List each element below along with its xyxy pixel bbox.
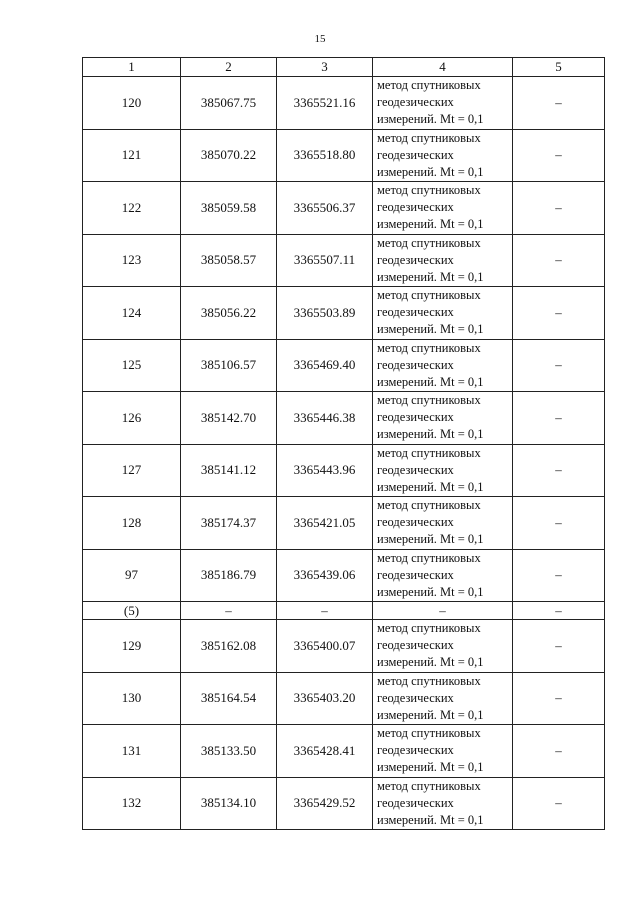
table-row xyxy=(83,620,605,673)
method-text-line: метод спутниковых xyxy=(377,726,481,741)
table-header-row xyxy=(83,58,605,77)
note-cell: – xyxy=(513,182,605,235)
table-row xyxy=(83,777,605,830)
method-text-line: метод спутниковых xyxy=(377,393,481,408)
method-text-line: метод спутниковых xyxy=(377,235,481,250)
note-cell: – xyxy=(513,287,605,340)
note-cell: – xyxy=(513,672,605,725)
note-cell: – xyxy=(513,777,605,830)
y-coordinate-cell: 3365469.40 xyxy=(277,339,373,392)
note-cell: – xyxy=(513,620,605,673)
method-cell xyxy=(373,444,513,497)
header-col-1: 1 xyxy=(83,58,181,77)
method-text-line: метод спутниковых xyxy=(377,445,481,460)
method-text-line: геодезических xyxy=(377,638,454,653)
method-text-line: геодезических xyxy=(377,95,454,110)
table-row xyxy=(83,392,605,445)
point-number-cell: 125 xyxy=(83,339,181,392)
x-coordinate-cell: 385164.54 xyxy=(181,672,277,725)
table-separator-row xyxy=(83,602,605,620)
method-cell xyxy=(373,549,513,602)
method-text-line: метод спутниковых xyxy=(377,778,481,793)
method-text-line: измерений. Mt = 0,1 xyxy=(377,322,484,337)
y-coordinate-cell: 3365506.37 xyxy=(277,182,373,235)
x-coordinate-cell: 385134.10 xyxy=(181,777,277,830)
note-cell: – xyxy=(513,725,605,778)
method-text-line: измерений. Mt = 0,1 xyxy=(377,584,484,599)
y-coordinate-cell: 3365521.16 xyxy=(277,77,373,130)
y-coordinate-cell: 3365428.41 xyxy=(277,725,373,778)
method-text-line: измерений. Mt = 0,1 xyxy=(377,217,484,232)
method-text-line: геодезических xyxy=(377,252,454,267)
note-cell: – xyxy=(513,77,605,130)
method-text-line: метод спутниковых xyxy=(377,550,481,565)
x-coordinate-cell: 385141.12 xyxy=(181,444,277,497)
method-cell xyxy=(373,672,513,725)
x-coordinate-cell: 385070.22 xyxy=(181,129,277,182)
point-number-cell: 129 xyxy=(83,620,181,673)
table-row xyxy=(83,497,605,550)
note-cell: – xyxy=(513,339,605,392)
note-cell: – xyxy=(513,602,605,620)
point-number-cell: 128 xyxy=(83,497,181,550)
y-coordinate-cell: 3365446.38 xyxy=(277,392,373,445)
point-number-cell: 127 xyxy=(83,444,181,497)
table-row xyxy=(83,444,605,497)
method-text-line: измерений. Mt = 0,1 xyxy=(377,655,484,670)
point-number-cell: 126 xyxy=(83,392,181,445)
table-row xyxy=(83,725,605,778)
y-coordinate-cell: 3365400.07 xyxy=(277,620,373,673)
method-text-line: метод спутниковых xyxy=(377,78,481,93)
method-text-line: геодезических xyxy=(377,200,454,215)
y-coordinate-cell: – xyxy=(277,602,373,620)
table-row xyxy=(83,339,605,392)
method-text-line: метод спутниковых xyxy=(377,183,481,198)
x-coordinate-cell: 385106.57 xyxy=(181,339,277,392)
note-cell: – xyxy=(513,129,605,182)
x-coordinate-cell: 385056.22 xyxy=(181,287,277,340)
note-cell: – xyxy=(513,497,605,550)
header-col-3: 3 xyxy=(277,58,373,77)
method-text-line: измерений. Mt = 0,1 xyxy=(377,760,484,775)
table-row xyxy=(83,129,605,182)
method-text-line: измерений. Mt = 0,1 xyxy=(377,707,484,722)
y-coordinate-cell: 3365503.89 xyxy=(277,287,373,340)
method-text-line: измерений. Mt = 0,1 xyxy=(377,269,484,284)
note-cell: – xyxy=(513,234,605,287)
method-text-line: геодезических xyxy=(377,462,454,477)
y-coordinate-cell: 3365443.96 xyxy=(277,444,373,497)
method-text-line: геодезических xyxy=(377,567,454,582)
table-row xyxy=(83,77,605,130)
method-text-line: геодезических xyxy=(377,305,454,320)
method-cell xyxy=(373,725,513,778)
y-coordinate-cell: 3365507.11 xyxy=(277,234,373,287)
header-col-2: 2 xyxy=(181,58,277,77)
table-row xyxy=(83,672,605,725)
x-coordinate-cell: – xyxy=(181,602,277,620)
method-text-line: метод спутниковых xyxy=(377,340,481,355)
method-text-line: измерений. Mt = 0,1 xyxy=(377,164,484,179)
method-cell xyxy=(373,497,513,550)
method-text-line: измерений. Mt = 0,1 xyxy=(377,479,484,494)
x-coordinate-cell: 385067.75 xyxy=(181,77,277,130)
method-text-line: метод спутниковых xyxy=(377,130,481,145)
note-cell: – xyxy=(513,444,605,497)
method-cell xyxy=(373,620,513,673)
method-cell xyxy=(373,129,513,182)
y-coordinate-cell: 3365421.05 xyxy=(277,497,373,550)
method-cell xyxy=(373,287,513,340)
point-number-cell: 132 xyxy=(83,777,181,830)
method-cell xyxy=(373,392,513,445)
note-cell: – xyxy=(513,392,605,445)
note-cell: – xyxy=(513,549,605,602)
method-text-line: геодезических xyxy=(377,410,454,425)
point-number-cell: 131 xyxy=(83,725,181,778)
method-text-line: метод спутниковых xyxy=(377,673,481,688)
method-text-line: метод спутниковых xyxy=(377,288,481,303)
point-number-cell: 120 xyxy=(83,77,181,130)
method-cell xyxy=(373,182,513,235)
point-number-cell: 123 xyxy=(83,234,181,287)
coordinates-table xyxy=(82,57,605,830)
method-cell xyxy=(373,234,513,287)
point-number-cell: 121 xyxy=(83,129,181,182)
table-row xyxy=(83,287,605,340)
point-number-cell: 130 xyxy=(83,672,181,725)
method-text-line: геодезических xyxy=(377,690,454,705)
method-text-line: геодезических xyxy=(377,515,454,530)
y-coordinate-cell: 3365403.20 xyxy=(277,672,373,725)
x-coordinate-cell: 385186.79 xyxy=(181,549,277,602)
x-coordinate-cell: 385058.57 xyxy=(181,234,277,287)
method-cell xyxy=(373,777,513,830)
point-number-cell: 97 xyxy=(83,549,181,602)
method-cell: – xyxy=(373,602,513,620)
point-number-cell: 124 xyxy=(83,287,181,340)
x-coordinate-cell: 385133.50 xyxy=(181,725,277,778)
page-number: 15 xyxy=(314,33,326,45)
y-coordinate-cell: 3365439.06 xyxy=(277,549,373,602)
x-coordinate-cell: 385162.08 xyxy=(181,620,277,673)
method-text-line: измерений. Mt = 0,1 xyxy=(377,374,484,389)
method-cell xyxy=(373,77,513,130)
x-coordinate-cell: 385059.58 xyxy=(181,182,277,235)
table-row xyxy=(83,549,605,602)
y-coordinate-cell: 3365518.80 xyxy=(277,129,373,182)
table-row xyxy=(83,234,605,287)
table-body xyxy=(83,77,605,830)
method-text-line: геодезических xyxy=(377,743,454,758)
header-col-4: 4 xyxy=(373,58,513,77)
method-text-line: метод спутниковых xyxy=(377,498,481,513)
method-text-line: метод спутниковых xyxy=(377,621,481,636)
method-text-line: измерений. Mt = 0,1 xyxy=(377,812,484,827)
header-col-5: 5 xyxy=(513,58,605,77)
method-text-line: геодезических xyxy=(377,357,454,372)
method-text-line: измерений. Mt = 0,1 xyxy=(377,532,484,547)
point-number-cell: 122 xyxy=(83,182,181,235)
x-coordinate-cell: 385174.37 xyxy=(181,497,277,550)
x-coordinate-cell: 385142.70 xyxy=(181,392,277,445)
method-text-line: измерений. Mt = 0,1 xyxy=(377,112,484,127)
point-number-cell: (5) xyxy=(83,602,181,620)
method-text-line: геодезических xyxy=(377,147,454,162)
y-coordinate-cell: 3365429.52 xyxy=(277,777,373,830)
method-text-line: геодезических xyxy=(377,795,454,810)
method-cell xyxy=(373,339,513,392)
table-row xyxy=(83,182,605,235)
method-text-line: измерений. Mt = 0,1 xyxy=(377,427,484,442)
